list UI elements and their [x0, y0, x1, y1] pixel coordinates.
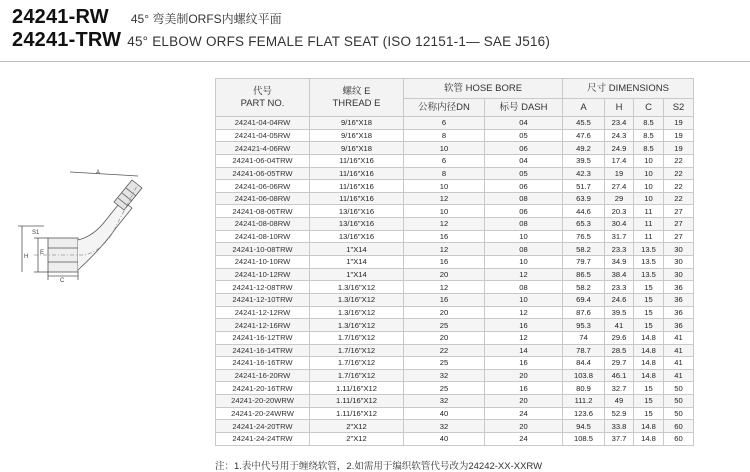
cell-dim-c: 14.8	[634, 344, 664, 357]
cell-thread: 11/16"X16	[310, 154, 404, 167]
cell-dim-h: 41	[605, 319, 634, 332]
part-code-trw: 24241-TRW	[12, 29, 122, 51]
header-s2: S2	[664, 99, 694, 117]
cell-thread: 11/16"X16	[310, 180, 404, 193]
cell-part-no: 24241-04-05RW	[216, 129, 310, 142]
cell-dn: 32	[404, 369, 485, 382]
cell-dim-c: 10	[634, 154, 664, 167]
header-part-no	[216, 79, 310, 117]
cell-dim-c: 8.5	[634, 117, 664, 130]
cell-dim-s2: 22	[664, 154, 694, 167]
title-line-2	[12, 29, 550, 52]
cell-dim-a: 45.5	[563, 117, 605, 130]
cell-dn: 12	[404, 192, 485, 205]
cell-dash: 10	[485, 230, 563, 243]
label-e: E	[40, 250, 45, 256]
cell-dim-c: 15	[634, 306, 664, 319]
cell-dash: 04	[485, 154, 563, 167]
cell-part-no: 24241-06-05TRW	[216, 167, 310, 180]
cell-dn: 20	[404, 306, 485, 319]
cell-part-no: 24241-16-16TRW	[216, 357, 310, 370]
cell-dim-a: 51.7	[563, 180, 605, 193]
cell-dash: 10	[485, 293, 563, 306]
cell-dim-c: 13.5	[634, 243, 664, 256]
part-code-rw: 24241-RW	[12, 6, 109, 28]
cell-dn: 16	[404, 293, 485, 306]
table-row	[216, 433, 694, 446]
cell-dn: 25	[404, 382, 485, 395]
cell-dim-s2: 41	[664, 331, 694, 344]
table-row	[216, 243, 694, 256]
cell-dim-c: 10	[634, 180, 664, 193]
cell-thread: 11/16"X16	[310, 167, 404, 180]
label-s1: S1	[32, 230, 40, 236]
cell-dash: 16	[485, 319, 563, 332]
cell-thread: 2"X12	[310, 433, 404, 446]
table-row	[216, 154, 694, 167]
table-row	[216, 117, 694, 130]
cell-dim-a: 63.9	[563, 192, 605, 205]
cell-dn: 20	[404, 268, 485, 281]
cell-thread: 13/16"X16	[310, 205, 404, 218]
cell-part-no: 24241-12-10TRW	[216, 293, 310, 306]
spec-table	[215, 78, 694, 446]
cell-dash: 05	[485, 167, 563, 180]
cell-dim-h: 38.4	[605, 268, 634, 281]
cell-part-no: 24241-16-14TRW	[216, 344, 310, 357]
cell-dim-s2: 22	[664, 180, 694, 193]
table-body	[216, 117, 694, 446]
table-row	[216, 420, 694, 433]
cell-dn: 20	[404, 331, 485, 344]
cell-thread: 1.11/16"X12	[310, 395, 404, 408]
cell-dim-s2: 19	[664, 142, 694, 155]
cell-thread: 1.7/16"X12	[310, 357, 404, 370]
label-c: C	[60, 278, 65, 283]
cell-dim-s2: 36	[664, 293, 694, 306]
cell-dim-c: 8.5	[634, 129, 664, 142]
cell-thread: 1.3/16"X12	[310, 306, 404, 319]
cell-dim-s2: 27	[664, 218, 694, 231]
cell-dim-s2: 50	[664, 382, 694, 395]
cell-dim-a: 39.5	[563, 154, 605, 167]
cell-part-no: 24241-04-04RW	[216, 117, 310, 130]
header-dimensions: 尺寸 DIMENSIONS	[563, 79, 694, 99]
cell-dash: 20	[485, 420, 563, 433]
cell-thread: 9/16"X18	[310, 142, 404, 155]
cell-dim-h: 37.7	[605, 433, 634, 446]
cell-dim-s2: 50	[664, 407, 694, 420]
header-c: C	[634, 99, 664, 117]
cell-dash: 16	[485, 382, 563, 395]
header-thread-cn: 螺纹 E	[342, 85, 371, 97]
cell-dim-s2: 60	[664, 433, 694, 446]
cell-dim-a: 44.6	[563, 205, 605, 218]
cell-dim-c: 14.8	[634, 331, 664, 344]
table-row	[216, 281, 694, 294]
cell-part-no: 24241-20-24WRW	[216, 407, 310, 420]
cell-part-no: 24241-24-20TRW	[216, 420, 310, 433]
cell-dim-h: 52.9	[605, 407, 634, 420]
cell-dn: 10	[404, 205, 485, 218]
cell-dash: 08	[485, 281, 563, 294]
header-part-cn: 代号	[252, 85, 272, 97]
cell-dash: 08	[485, 243, 563, 256]
cell-dim-a: 103.8	[563, 369, 605, 382]
cell-dim-c: 14.8	[634, 433, 664, 446]
cell-dim-h: 29	[605, 192, 634, 205]
cell-dim-a: 95.3	[563, 319, 605, 332]
cell-dim-s2: 41	[664, 344, 694, 357]
cell-dim-a: 69.4	[563, 293, 605, 306]
cell-dim-c: 13.5	[634, 268, 664, 281]
cell-dash: 24	[485, 407, 563, 420]
cell-dim-s2: 22	[664, 167, 694, 180]
cell-dim-c: 15	[634, 293, 664, 306]
cell-dim-c: 11	[634, 218, 664, 231]
cell-thread: 1.7/16"X12	[310, 369, 404, 382]
cell-dim-c: 11	[634, 205, 664, 218]
table-row	[216, 180, 694, 193]
cell-part-no: 24241-12-08TRW	[216, 281, 310, 294]
table-row	[216, 382, 694, 395]
cell-dn: 22	[404, 344, 485, 357]
elbow-body	[78, 200, 132, 270]
table-row	[216, 344, 694, 357]
cell-dn: 40	[404, 407, 485, 420]
header-part-en: PART NO.	[240, 97, 285, 109]
cell-dash: 06	[485, 205, 563, 218]
header-thread-en: THREAD E	[332, 97, 381, 109]
cell-dash: 06	[485, 142, 563, 155]
cell-thread: 1"X14	[310, 256, 404, 269]
cell-dim-s2: 41	[664, 369, 694, 382]
cell-dim-a: 111.2	[563, 395, 605, 408]
cell-dim-s2: 22	[664, 192, 694, 205]
cell-dash: 24	[485, 433, 563, 446]
cell-dim-s2: 19	[664, 117, 694, 130]
cell-dim-a: 58.2	[563, 243, 605, 256]
table-row	[216, 192, 694, 205]
cell-thread: 1.7/16"X12	[310, 331, 404, 344]
cell-dim-h: 24.6	[605, 293, 634, 306]
cell-dim-h: 24.3	[605, 129, 634, 142]
cell-part-no: 24241-20-20WRW	[216, 395, 310, 408]
cell-dash: 04	[485, 117, 563, 130]
cell-part-no: 24241-06-04TRW	[216, 154, 310, 167]
cell-dash: 14	[485, 344, 563, 357]
header-dash: 标号 DASH	[485, 99, 563, 117]
cell-dim-a: 94.5	[563, 420, 605, 433]
table-row	[216, 230, 694, 243]
cell-dim-s2: 27	[664, 230, 694, 243]
cell-dim-c: 8.5	[634, 142, 664, 155]
cell-part-no: 24241-10-12RW	[216, 268, 310, 281]
cell-dim-a: 84.4	[563, 357, 605, 370]
cell-part-no: 24241-08-10RW	[216, 230, 310, 243]
cell-dash: 06	[485, 180, 563, 193]
cell-thread: 9/16"X18	[310, 117, 404, 130]
table-row	[216, 306, 694, 319]
cell-dim-s2: 30	[664, 268, 694, 281]
cell-dim-a: 123.6	[563, 407, 605, 420]
cell-thread: 1.7/16"X12	[310, 344, 404, 357]
cell-dash: 12	[485, 331, 563, 344]
cell-dn: 10	[404, 142, 485, 155]
cell-dim-h: 46.1	[605, 369, 634, 382]
table-row	[216, 407, 694, 420]
cell-part-no: 242421-4-06RW	[216, 142, 310, 155]
cell-part-no: 24241-10-10RW	[216, 256, 310, 269]
cell-dash: 12	[485, 306, 563, 319]
cell-thread: 13/16"X16	[310, 230, 404, 243]
cell-dim-h: 23.3	[605, 243, 634, 256]
cell-thread: 13/16"X16	[310, 218, 404, 231]
cell-dim-c: 14.8	[634, 369, 664, 382]
cell-part-no: 24241-16-12TRW	[216, 331, 310, 344]
cell-dim-s2: 50	[664, 395, 694, 408]
cell-dim-h: 30.4	[605, 218, 634, 231]
cell-dim-c: 15	[634, 319, 664, 332]
cell-dash: 20	[485, 395, 563, 408]
cell-dim-s2: 30	[664, 243, 694, 256]
label-h: H	[24, 254, 29, 260]
cell-dim-a: 42.3	[563, 167, 605, 180]
cell-dim-a: 65.3	[563, 218, 605, 231]
cell-dim-a: 87.6	[563, 306, 605, 319]
cell-dim-c: 15	[634, 395, 664, 408]
cell-dn: 12	[404, 281, 485, 294]
table-row	[216, 331, 694, 344]
cell-dim-a: 47.6	[563, 129, 605, 142]
cell-dim-a: 78.7	[563, 344, 605, 357]
subtitle-cn: 45° 弯美制ORFS内螺纹平面	[130, 12, 282, 26]
cell-part-no: 24241-06-08RW	[216, 192, 310, 205]
cell-dim-a: 49.2	[563, 142, 605, 155]
cell-part-no: 24241-12-16RW	[216, 319, 310, 332]
cell-thread: 1.3/16"X12	[310, 293, 404, 306]
title-block	[12, 6, 550, 52]
footnote: 注：1.表中代号用于缠绕软管，2.如需用于编织软管代号改为24242-XX-XXRW	[215, 461, 543, 472]
cell-dim-c: 15	[634, 281, 664, 294]
table-row	[216, 256, 694, 269]
header-h: H	[605, 99, 634, 117]
cell-part-no: 24241-06-06RW	[216, 180, 310, 193]
cell-dim-h: 31.7	[605, 230, 634, 243]
cell-dn: 10	[404, 180, 485, 193]
cell-thread: 1"X14	[310, 268, 404, 281]
cell-dim-c: 14.8	[634, 357, 664, 370]
cell-dim-c: 10	[634, 167, 664, 180]
table-row	[216, 357, 694, 370]
cell-dim-s2: 41	[664, 357, 694, 370]
cell-dim-s2: 36	[664, 319, 694, 332]
cell-dim-h: 17.4	[605, 154, 634, 167]
cell-thread: 2"X12	[310, 420, 404, 433]
header-dn: 公称内径DN	[404, 99, 485, 117]
cell-dn: 25	[404, 319, 485, 332]
cell-dn: 12	[404, 243, 485, 256]
cell-thread: 1.3/16"X12	[310, 319, 404, 332]
cell-dash: 16	[485, 357, 563, 370]
cell-part-no: 24241-16-20RW	[216, 369, 310, 382]
cell-dash: 08	[485, 192, 563, 205]
cell-dn: 12	[404, 218, 485, 231]
cell-dn: 40	[404, 433, 485, 446]
table-row	[216, 205, 694, 218]
cell-dim-h: 23.4	[605, 117, 634, 130]
title-line-1	[12, 6, 550, 29]
cell-dim-h: 32.7	[605, 382, 634, 395]
cell-part-no: 24241-24-24TRW	[216, 433, 310, 446]
cell-thread: 1.11/16"X12	[310, 382, 404, 395]
cell-dim-s2: 27	[664, 205, 694, 218]
cell-dn: 16	[404, 256, 485, 269]
cell-dash: 08	[485, 218, 563, 231]
cell-thread: 9/16"X18	[310, 129, 404, 142]
cell-dim-h: 29.6	[605, 331, 634, 344]
cell-dim-h: 23.3	[605, 281, 634, 294]
cell-part-no: 24241-10-08TRW	[216, 243, 310, 256]
cell-dim-a: 86.5	[563, 268, 605, 281]
cell-dim-s2: 36	[664, 281, 694, 294]
table-row	[216, 319, 694, 332]
cell-dash: 05	[485, 129, 563, 142]
cell-dash: 12	[485, 268, 563, 281]
cell-dn: 8	[404, 167, 485, 180]
cell-dim-s2: 30	[664, 256, 694, 269]
cell-dn: 25	[404, 357, 485, 370]
cell-dim-h: 28.5	[605, 344, 634, 357]
cell-part-no: 24241-08-08RW	[216, 218, 310, 231]
table-row	[216, 369, 694, 382]
cell-dash: 10	[485, 256, 563, 269]
cell-dim-c: 14.8	[634, 420, 664, 433]
cell-thread: 1.3/16"X12	[310, 281, 404, 294]
cell-dash: 20	[485, 369, 563, 382]
table-row	[216, 218, 694, 231]
header-hose-bore: 软管 HOSE BORE	[404, 79, 563, 99]
cell-dim-h: 39.5	[605, 306, 634, 319]
cell-dim-h: 27.4	[605, 180, 634, 193]
cell-dim-a: 76.5	[563, 230, 605, 243]
cell-dn: 6	[404, 154, 485, 167]
cell-dim-h: 49	[605, 395, 634, 408]
cell-part-no: 24241-08-06TRW	[216, 205, 310, 218]
cell-dn: 32	[404, 395, 485, 408]
cell-dim-s2: 36	[664, 306, 694, 319]
cell-dim-h: 24.9	[605, 142, 634, 155]
cell-dim-c: 15	[634, 407, 664, 420]
cell-thread: 1.11/16"X12	[310, 407, 404, 420]
cell-dim-a: 74	[563, 331, 605, 344]
table-row	[216, 395, 694, 408]
header-divider	[0, 61, 750, 62]
cell-dim-h: 33.8	[605, 420, 634, 433]
cell-dim-a: 58.2	[563, 281, 605, 294]
cell-dim-h: 19	[605, 167, 634, 180]
cell-part-no: 24241-20-16TRW	[216, 382, 310, 395]
table-row	[216, 167, 694, 180]
cell-dn: 16	[404, 230, 485, 243]
label-a: A	[96, 170, 101, 176]
cell-dim-c: 10	[634, 192, 664, 205]
cell-thread: 11/16"X16	[310, 192, 404, 205]
cell-dim-h: 29.7	[605, 357, 634, 370]
cell-dim-h: 20.3	[605, 205, 634, 218]
cell-dim-c: 15	[634, 382, 664, 395]
cell-dim-c: 13.5	[634, 256, 664, 269]
header-a: A	[563, 99, 605, 117]
cell-part-no: 24241-12-12RW	[216, 306, 310, 319]
cell-dim-s2: 19	[664, 129, 694, 142]
header-thread	[310, 79, 404, 117]
cell-dim-a: 79.7	[563, 256, 605, 269]
table-row	[216, 129, 694, 142]
table-row	[216, 142, 694, 155]
cell-dn: 8	[404, 129, 485, 142]
cell-dim-h: 34.9	[605, 256, 634, 269]
cell-dim-s2: 60	[664, 420, 694, 433]
cell-dim-a: 108.5	[563, 433, 605, 446]
cell-dim-a: 80.9	[563, 382, 605, 395]
fitting-drawing	[14, 168, 144, 283]
subtitle-en: 45° ELBOW ORFS FEMALE FLAT SEAT (ISO 12151-1— SAE J516)	[127, 34, 551, 49]
cell-dn: 32	[404, 420, 485, 433]
cell-thread: 1"X14	[310, 243, 404, 256]
cell-dim-c: 11	[634, 230, 664, 243]
table-row	[216, 293, 694, 306]
table-row	[216, 268, 694, 281]
cell-dn: 6	[404, 117, 485, 130]
